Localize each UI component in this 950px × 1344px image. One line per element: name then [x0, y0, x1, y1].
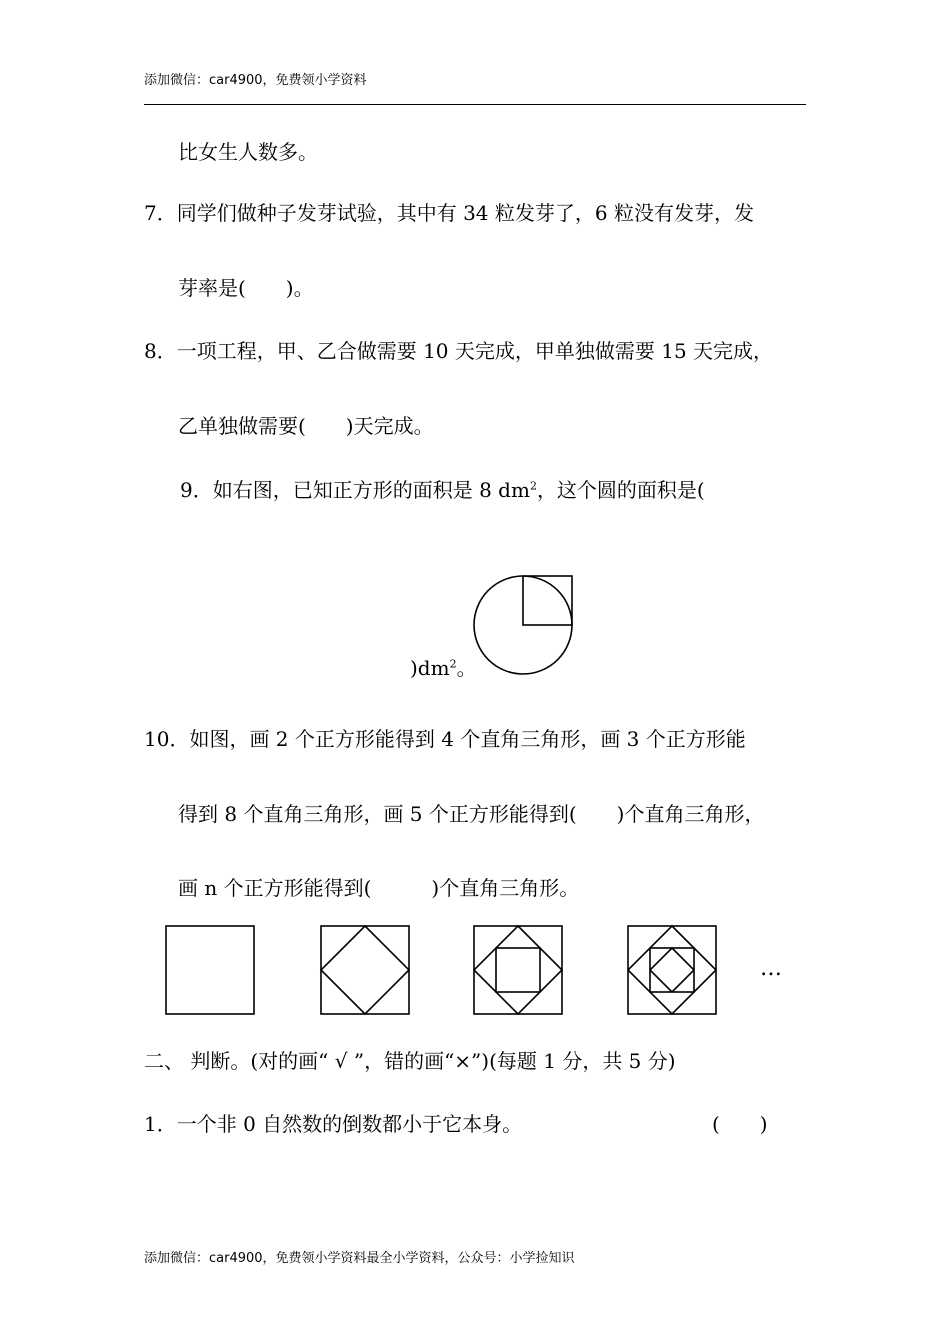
square-figure-1 [165, 925, 255, 1015]
page-footer: 添加微信：car4900，免费领小学资料最全小学资料，公众号：小学捡知识 [144, 1251, 575, 1266]
header-rule [144, 104, 806, 105]
section2-heading: 二、 判断。(对的画“ √ ”，错的画“×”)(每题 1 分，共 5 分) [144, 1049, 676, 1073]
q6-tail: 比女生人数多。 [178, 140, 318, 164]
q9-sup: 2 [529, 479, 537, 493]
circle-square-figure [470, 572, 576, 678]
square-figure-4 [627, 925, 717, 1015]
q9-line2-post: 。 [456, 656, 477, 680]
q9-line2 [410, 654, 477, 682]
section2-q1: 1．一个非 0 自然数的倒数都小于它本身。 [144, 1112, 523, 1136]
square-figure-2 [320, 925, 410, 1015]
q9-line2-pre: )dm [410, 656, 450, 680]
q10-line1: 10．如图，画 2 个正方形能得到 4 个直角三角形，画 3 个正方形能 [144, 727, 746, 751]
page-header: 添加微信：car4900，免费领小学资料 [144, 73, 367, 88]
q7-line2: 芽率是( )。 [178, 276, 314, 300]
q9-line2-sup: 2 [449, 657, 457, 671]
square-figure-3 [473, 925, 563, 1015]
q10-line3: 画 n 个正方形能得到( )个直角三角形。 [178, 876, 580, 900]
figure-ellipsis: … [760, 956, 782, 981]
q9-line1 [180, 476, 705, 504]
q8-line1: 8．一项工程，甲、乙合做需要 10 天完成，甲单独做需要 15 天完成， [144, 339, 774, 363]
section2-q1-answer-bracket[interactable]: ( ) [712, 1112, 768, 1136]
q7-line1: 7．同学们做种子发芽试验，其中有 34 粒发芽了，6 粒没有发芽，发 [144, 201, 754, 225]
q10-line2: 得到 8 个直角三角形，画 5 个正方形能得到( )个直角三角形， [178, 802, 765, 826]
q9-line1-pre: 9．如右图，已知正方形的面积是 8 dm [180, 478, 530, 502]
q9-line1-post: ，这个圆的面积是( [536, 478, 705, 502]
q8-line2: 乙单独做需要( )天完成。 [178, 414, 434, 438]
